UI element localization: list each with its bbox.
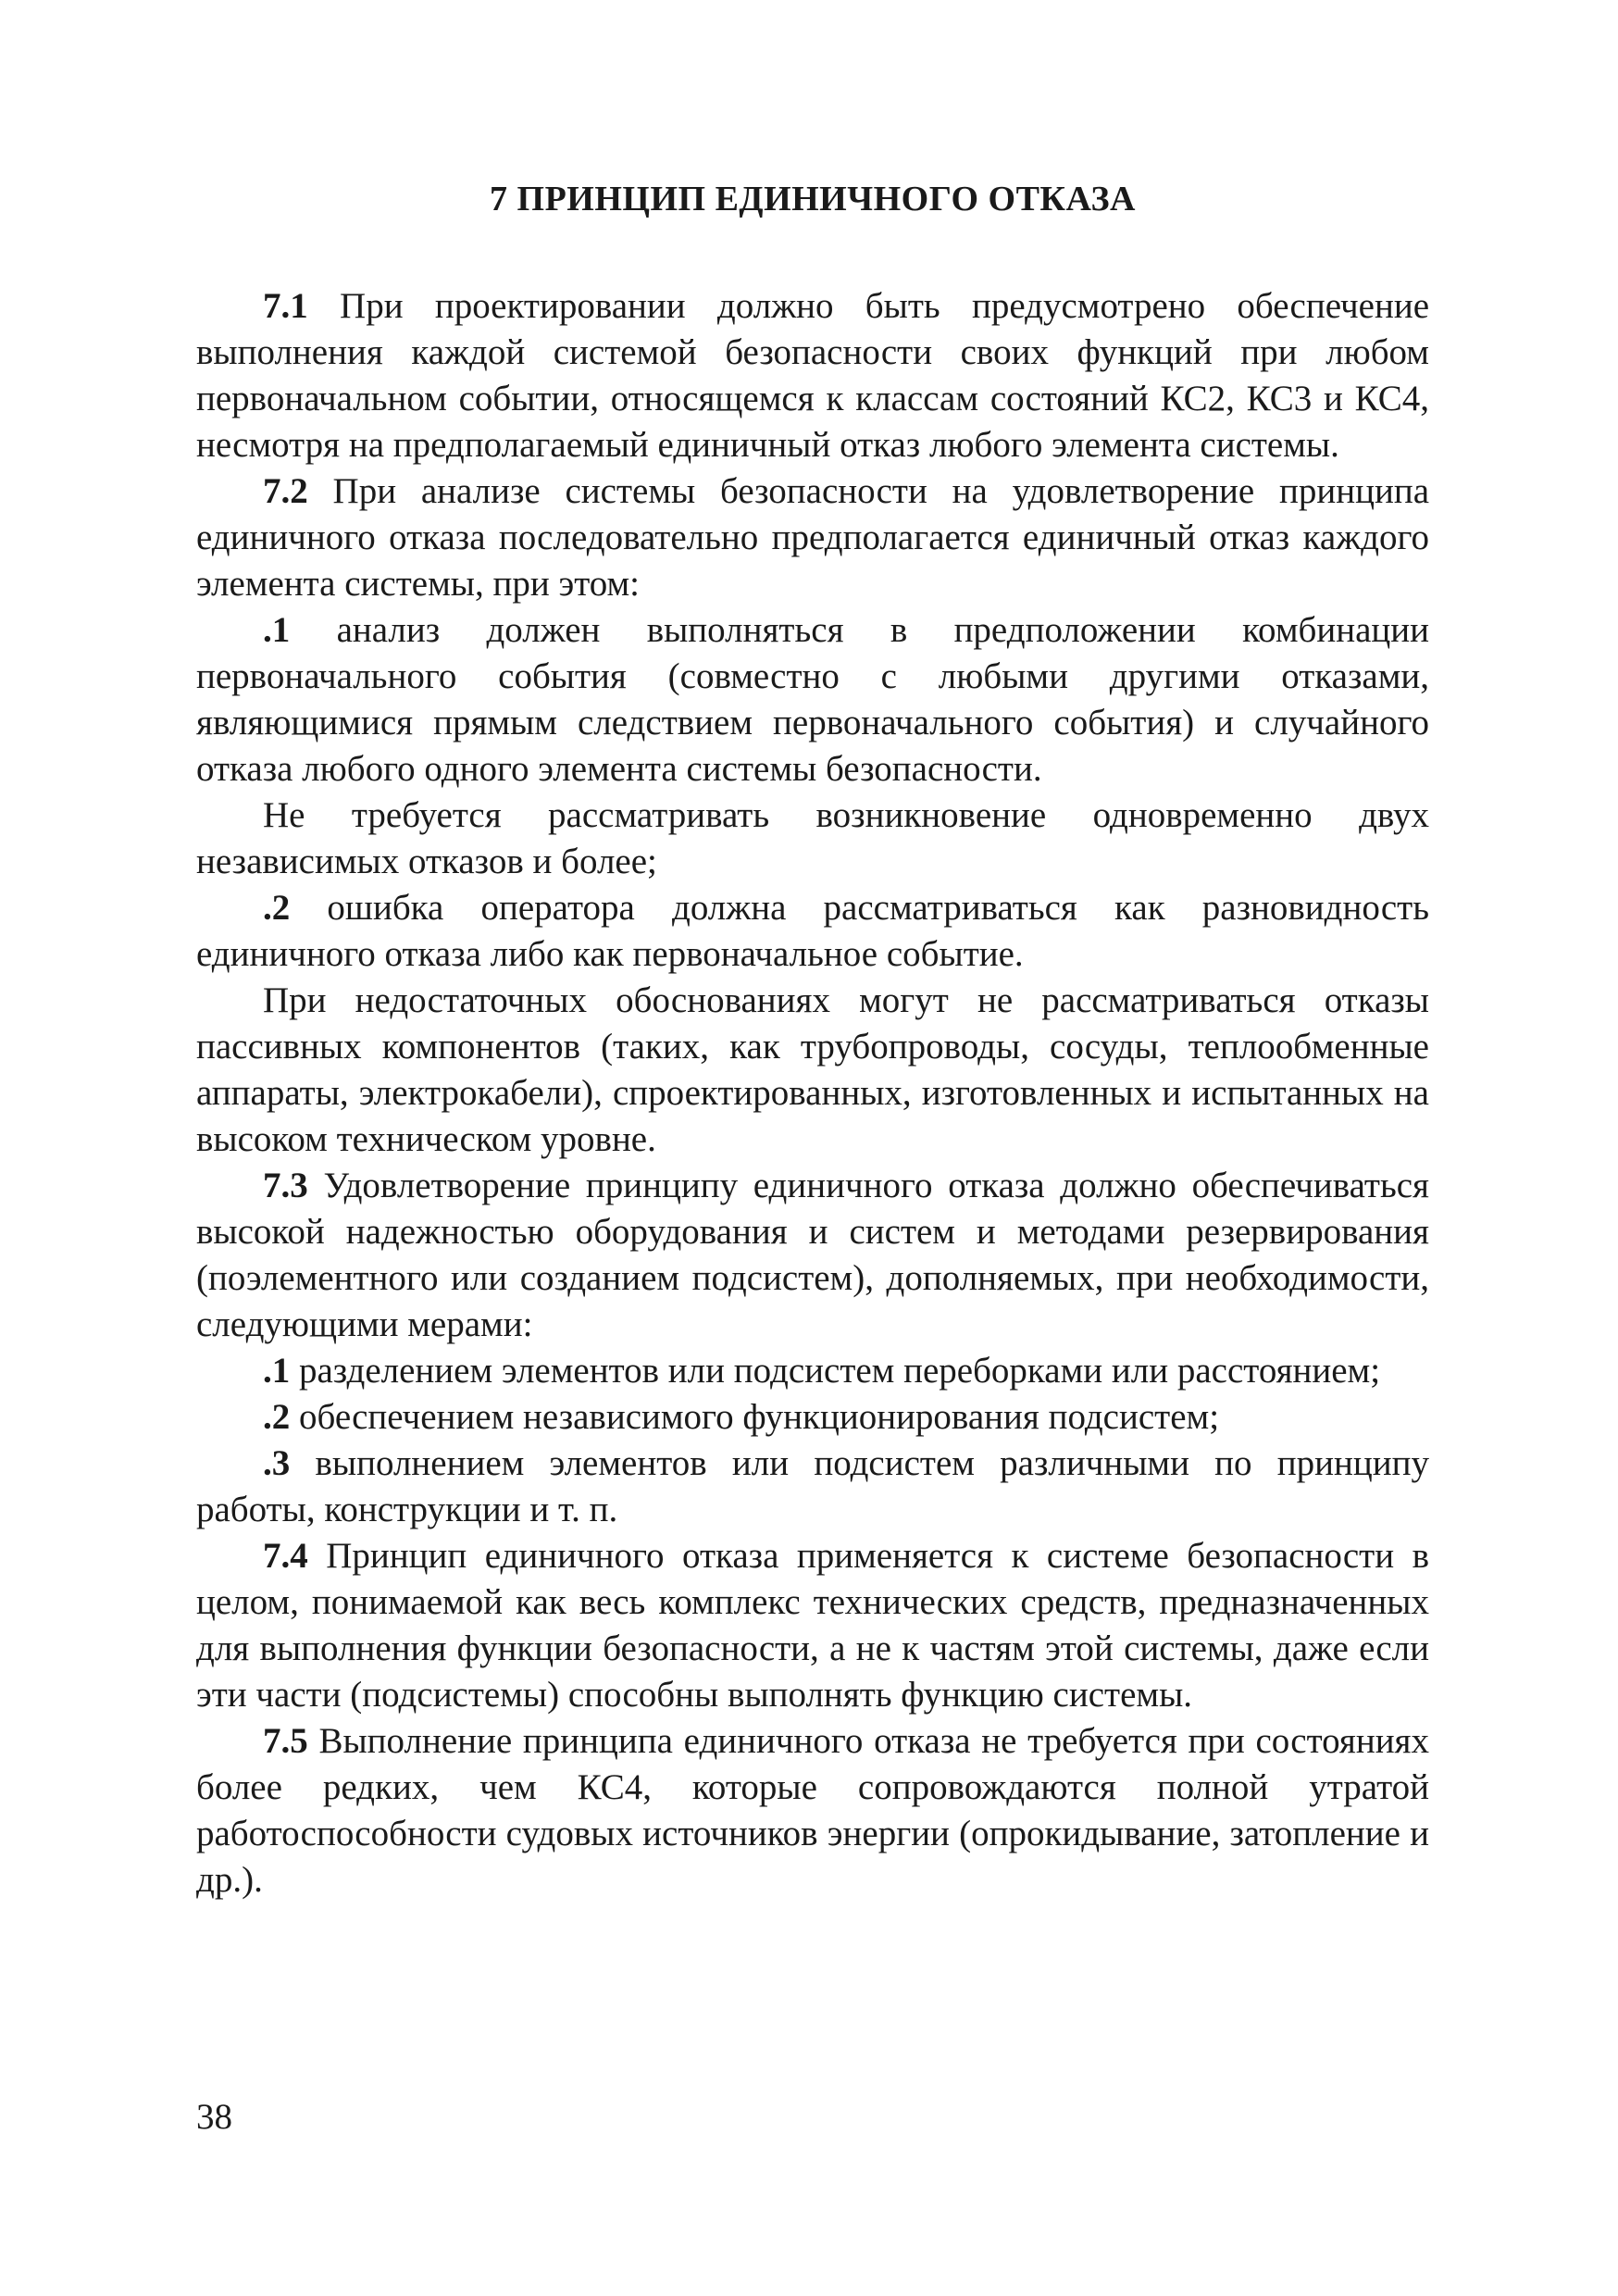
item-text: обеспечением независимого функционирования подсистем;: [299, 1397, 1220, 1437]
paragraph-text: Принцип единичного отказа применяется к системе безопасности в целом, понимаемой как весь комплекс технических средств, предназначенных для выполнения функции безопасности, а не к частям этой системы, даже если эти части (подсистемы) способны выполнять функцию системы.: [196, 1536, 1429, 1715]
paragraph-passive-components: [196, 978, 1429, 1163]
item-7-3-2: [196, 1394, 1429, 1441]
item-number: .3: [263, 1443, 291, 1483]
paragraph-number: 7.4: [263, 1536, 308, 1576]
paragraph-7-4: [196, 1533, 1429, 1718]
paragraph-7-2: [196, 468, 1429, 607]
paragraph-text: Удовлетворение принципу единичного отказа должно обеспечиваться высокой надежностью оборудования и систем и методами резервирования (поэлементного или созданием подсистем), дополняемых, при необходимости, следующими мерами:: [196, 1166, 1429, 1344]
item-7-3-3: [196, 1441, 1429, 1533]
item-7-2-2: [196, 885, 1429, 978]
item-text: анализ должен выполняться в предположении комбинации первоначального события (совместно с любыми другими отказами, являющимися прямым следствием первоначального события) и случайного отказа любого одного элемента системы безопасности.: [196, 610, 1430, 789]
paragraph-text: При проектировании должно быть предусмотрено обеспечение выполнения каждой системой безопасности своих функций при любом первоначальном событии, относящемся к классам состояний КС2, КС3 и КС4, несмотря на предполагаемый единичный отказ любого элемента системы.: [196, 286, 1430, 465]
item-number: .2: [263, 1397, 291, 1437]
paragraph-text: Не требуется рассматривать возникновение одновременно двух независимых отказов и более;: [196, 795, 1429, 881]
page-number: 38: [196, 2097, 232, 2137]
item-7-3-1: [196, 1348, 1429, 1394]
document-page: [196, 176, 1429, 1903]
section-title: 7 ПРИНЦИП ЕДИНИЧНОГО ОТКАЗА: [490, 180, 1136, 218]
item-text: разделением элементов или подсистем переборками или расстоянием;: [299, 1351, 1381, 1391]
paragraph-text: При недостаточных обоснованиях могут не рассматриваться отказы пассивных компонентов (таких, как трубопроводы, сосуды, теплообменные аппараты, электрокабели), спроектированных, изготовленных и испытанных на высоком техническом уровне.: [196, 980, 1429, 1159]
item-number: .1: [263, 610, 291, 650]
paragraph-text: Выполнение принципа единичного отказа не требуется при состояниях более редких, чем КС4, которые сопровождаются полной утратой работоспособности судовых источников энергии (опрокидывание, затопление и др.).: [196, 1721, 1429, 1900]
paragraph-7-2-note: [196, 792, 1429, 885]
item-7-2-1: [196, 607, 1429, 792]
paragraph-text: При анализе системы безопасности на удовлетворение принципа единичного отказа последовательно предполагается единичный отказ каждого элемента системы, при этом:: [196, 471, 1430, 604]
item-number: .1: [263, 1351, 291, 1391]
paragraph-number: 7.5: [263, 1721, 308, 1761]
item-text: ошибка оператора должна рассматриваться как разновидность единичного отказа либо как первоначальное событие.: [196, 888, 1430, 974]
item-number: .2: [263, 888, 291, 928]
paragraph-number: 7.3: [263, 1166, 308, 1205]
paragraph-7-1: [196, 283, 1429, 468]
paragraph-7-5: [196, 1718, 1429, 1903]
paragraph-number: 7.1: [263, 286, 308, 326]
item-text: выполнением элементов или подсистем различными по принципу работы, конструкции и т. п.: [196, 1443, 1430, 1529]
paragraph-7-3: [196, 1163, 1429, 1348]
paragraph-number: 7.2: [263, 471, 308, 511]
